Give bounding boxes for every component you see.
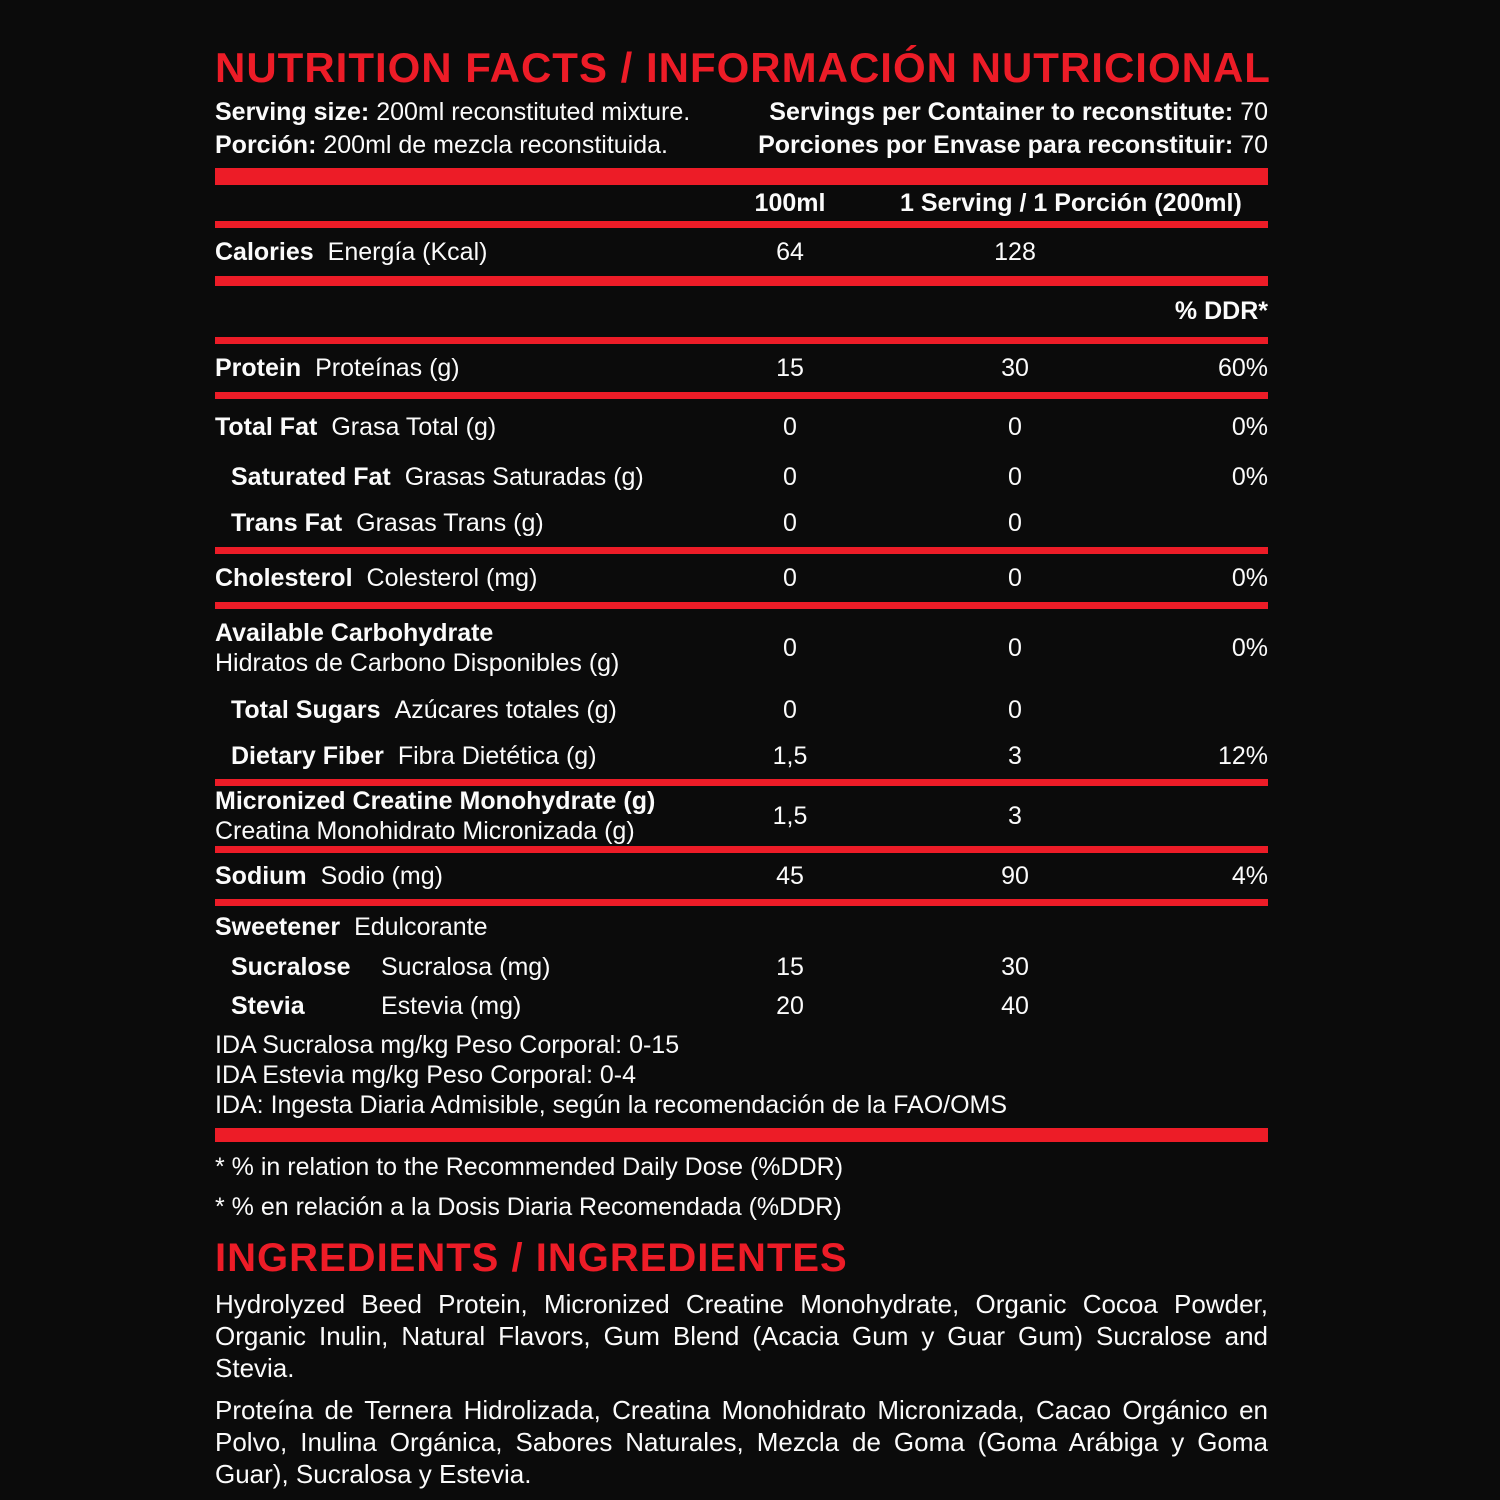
row-label-en: Trans Fat xyxy=(231,508,343,537)
value-100ml: 0 xyxy=(783,695,797,724)
value-serving: 40 xyxy=(1001,991,1029,1020)
ingredients-paragraph-en: Hydrolyzed Beed Protein, Micronized Creatine Monohydrate, Organic Cocoa Powder, Organic Inulin, Natural Flavors, Gum Blend (Acacia Gum y Guar Gum) Sucralose and Stevia. xyxy=(215,1289,1268,1383)
value-serving: 0 xyxy=(1008,412,1022,441)
row-label xyxy=(215,862,680,891)
separator-rule xyxy=(215,602,1268,609)
row-label-es: Sucralosa (mg) xyxy=(381,952,551,981)
row-label-es: Fibra Dietética (g) xyxy=(397,741,597,770)
ida-note-sucralose: IDA Sucralosa mg/kg Peso Corporal: 0-15 xyxy=(215,1031,680,1059)
row-label-en: Dietary Fiber xyxy=(231,741,384,770)
ingredients-paragraph-es: Proteína de Ternera Hidrolizada, Creatina Monohidrato Micronizada, Cacao Orgánico en Polvo, Inulina Orgánica, Sabores Naturales, Mezcla de Goma (Goma Arábiga y Goma Guar), Sucralosa y Estevia. xyxy=(215,1395,1268,1489)
row-label-en: Total Fat xyxy=(215,412,318,441)
row-label-en: Micronized Creatine Monohydrate (g) xyxy=(215,787,656,815)
row-label-es: Sodio (mg) xyxy=(320,861,443,890)
value-serving: 0 xyxy=(1008,633,1022,662)
row-label-en: Stevia xyxy=(231,991,305,1020)
servings-per-container-value-en: 70 xyxy=(1240,98,1268,126)
row-label-en: Available Carbohydrate xyxy=(215,619,494,647)
value-100ml: 0 xyxy=(783,508,797,537)
ddr-header-label: % DDR* xyxy=(1174,297,1268,325)
column-header-row xyxy=(215,185,1268,221)
row-label-es: Creatina Monohidrato Micronizada (g) xyxy=(215,817,635,845)
serving-info xyxy=(215,96,1268,162)
row-label xyxy=(215,238,680,267)
row-label-es: Edulcorante xyxy=(354,912,488,941)
row-label-en: Sucralose xyxy=(231,952,351,981)
label-content xyxy=(215,44,1271,1490)
value-100ml: 45 xyxy=(776,861,804,890)
serving-size-es xyxy=(215,129,668,162)
value-ddr: 4% xyxy=(1231,861,1268,890)
separator-rule xyxy=(215,221,1268,228)
row-label xyxy=(215,696,680,725)
row-label xyxy=(215,953,680,982)
ida-note-stevia: IDA Estevia mg/kg Peso Corporal: 0-4 xyxy=(215,1061,637,1089)
table-row-calories xyxy=(215,228,1268,276)
row-label xyxy=(215,786,680,846)
row-label xyxy=(215,742,680,771)
row-label xyxy=(215,463,680,492)
row-label-en: Calories xyxy=(215,237,314,266)
serving-size-value-en: 200ml reconstituted mixture. xyxy=(376,98,691,126)
separator-thick-bottom xyxy=(215,1128,1268,1142)
row-label-es: Grasas Trans (g) xyxy=(356,508,544,537)
table-row-protein xyxy=(215,344,1268,392)
value-serving: 3 xyxy=(1008,801,1022,830)
value-100ml: 0 xyxy=(783,563,797,592)
value-serving: 128 xyxy=(994,237,1036,266)
row-label xyxy=(215,564,680,593)
row-label-en: Protein xyxy=(215,353,302,382)
value-ddr: 12% xyxy=(1217,741,1268,770)
value-100ml: 0 xyxy=(783,633,797,662)
value-100ml: 15 xyxy=(776,353,804,382)
table-row-sodium xyxy=(215,853,1268,899)
table-row-total-fat xyxy=(215,399,1268,455)
servings-per-container-en xyxy=(769,96,1268,129)
row-label-en: Sodium xyxy=(215,861,307,890)
row-label-en: Saturated Fat xyxy=(231,462,391,491)
page-title: NUTRITION FACTS / INFORMACIÓN NUTRICIONAL xyxy=(215,44,1271,91)
value-serving: 0 xyxy=(1008,508,1022,537)
row-label xyxy=(215,354,680,383)
row-label-es: Estevia (mg) xyxy=(381,991,522,1020)
column-header-serving: 1 Serving / 1 Porción (200ml) xyxy=(900,188,1242,217)
row-label xyxy=(215,509,680,538)
row-label-en: Sweetener xyxy=(215,912,341,941)
footnote-en: * % in relation to the Recommended Daily Dose (%DDR) xyxy=(215,1153,844,1181)
value-100ml: 1,5 xyxy=(772,801,808,830)
servings-per-container-value-es: 70 xyxy=(1240,131,1268,159)
row-label-es: Energía (Kcal) xyxy=(327,237,488,266)
value-serving: 0 xyxy=(1008,695,1022,724)
serving-size-value-es: 200ml de mezcla reconstituida. xyxy=(323,131,668,159)
servings-per-container-es xyxy=(758,129,1268,162)
table-row-cholesterol xyxy=(215,554,1268,602)
servings-per-container-label-en: Servings per Container to reconstitute: xyxy=(769,98,1234,126)
column-header-100ml: 100ml xyxy=(754,188,826,217)
table-row-dietary-fiber xyxy=(215,733,1268,779)
table-row-saturated-fat xyxy=(215,455,1268,499)
ddr-header-row xyxy=(215,286,1268,337)
row-label-es: Azúcares totales (g) xyxy=(394,695,617,724)
value-ddr: 0% xyxy=(1231,412,1268,441)
row-label-en: Cholesterol xyxy=(215,563,353,592)
separator-rule xyxy=(215,846,1268,853)
ida-notes xyxy=(215,1030,1268,1120)
value-100ml: 15 xyxy=(776,952,804,981)
table-row-sweetener xyxy=(215,906,1268,948)
row-label xyxy=(215,413,680,442)
separator-rule xyxy=(215,899,1268,906)
value-100ml: 64 xyxy=(776,237,804,266)
serving-size-label-es: Porción: xyxy=(215,131,317,159)
serving-size-en xyxy=(215,96,690,129)
row-label-es: Grasas Saturadas (g) xyxy=(404,462,644,491)
separator-rule-medium xyxy=(215,276,1268,286)
servings-per-container-label-es: Porciones por Envase para reconstituir: xyxy=(758,131,1234,159)
row-label-es: Grasa Total (g) xyxy=(331,412,497,441)
row-label xyxy=(215,913,680,942)
value-100ml: 1,5 xyxy=(772,741,808,770)
table-row-trans-fat xyxy=(215,499,1268,547)
separator-rule xyxy=(215,547,1268,554)
separator-rule xyxy=(215,392,1268,399)
value-100ml: 0 xyxy=(783,412,797,441)
table-row-carbohydrate xyxy=(215,609,1268,687)
value-ddr: 0% xyxy=(1231,633,1268,662)
row-label-es: Colesterol (mg) xyxy=(366,563,538,592)
value-serving: 30 xyxy=(1001,952,1029,981)
row-label-es: Proteínas (g) xyxy=(315,353,460,382)
value-ddr: 60% xyxy=(1217,353,1268,382)
value-ddr: 0% xyxy=(1231,563,1268,592)
separator-rule xyxy=(215,779,1268,786)
separator-rule xyxy=(215,337,1268,344)
footnote-es: * % en relación a la Dosis Diaria Recomendada (%DDR) xyxy=(215,1193,842,1221)
value-serving: 30 xyxy=(1001,353,1029,382)
row-label xyxy=(215,992,680,1021)
table-row-stevia xyxy=(215,986,1268,1026)
separator-thick-top xyxy=(215,168,1268,185)
serving-line-es xyxy=(215,129,1268,162)
value-serving: 3 xyxy=(1008,741,1022,770)
value-ddr: 0% xyxy=(1231,462,1268,491)
ida-note-definition: IDA: Ingesta Diaria Admisible, según la recomendación de la FAO/OMS xyxy=(215,1091,1008,1119)
row-label-en: Total Sugars xyxy=(231,695,381,724)
value-serving: 90 xyxy=(1001,861,1029,890)
value-100ml: 20 xyxy=(776,991,804,1020)
value-serving: 0 xyxy=(1008,462,1022,491)
table-row-sucralose xyxy=(215,948,1268,986)
table-row-creatine xyxy=(215,786,1268,846)
row-label-es: Hidratos de Carbono Disponibles (g) xyxy=(215,649,620,677)
value-100ml: 0 xyxy=(783,462,797,491)
table-row-total-sugars xyxy=(215,687,1268,733)
serving-line-en xyxy=(215,96,1268,129)
row-label xyxy=(215,618,680,678)
value-serving: 0 xyxy=(1008,563,1022,592)
ingredients-heading: INGREDIENTS / INGREDIENTES xyxy=(215,1236,848,1280)
serving-size-label-en: Serving size: xyxy=(215,98,370,126)
